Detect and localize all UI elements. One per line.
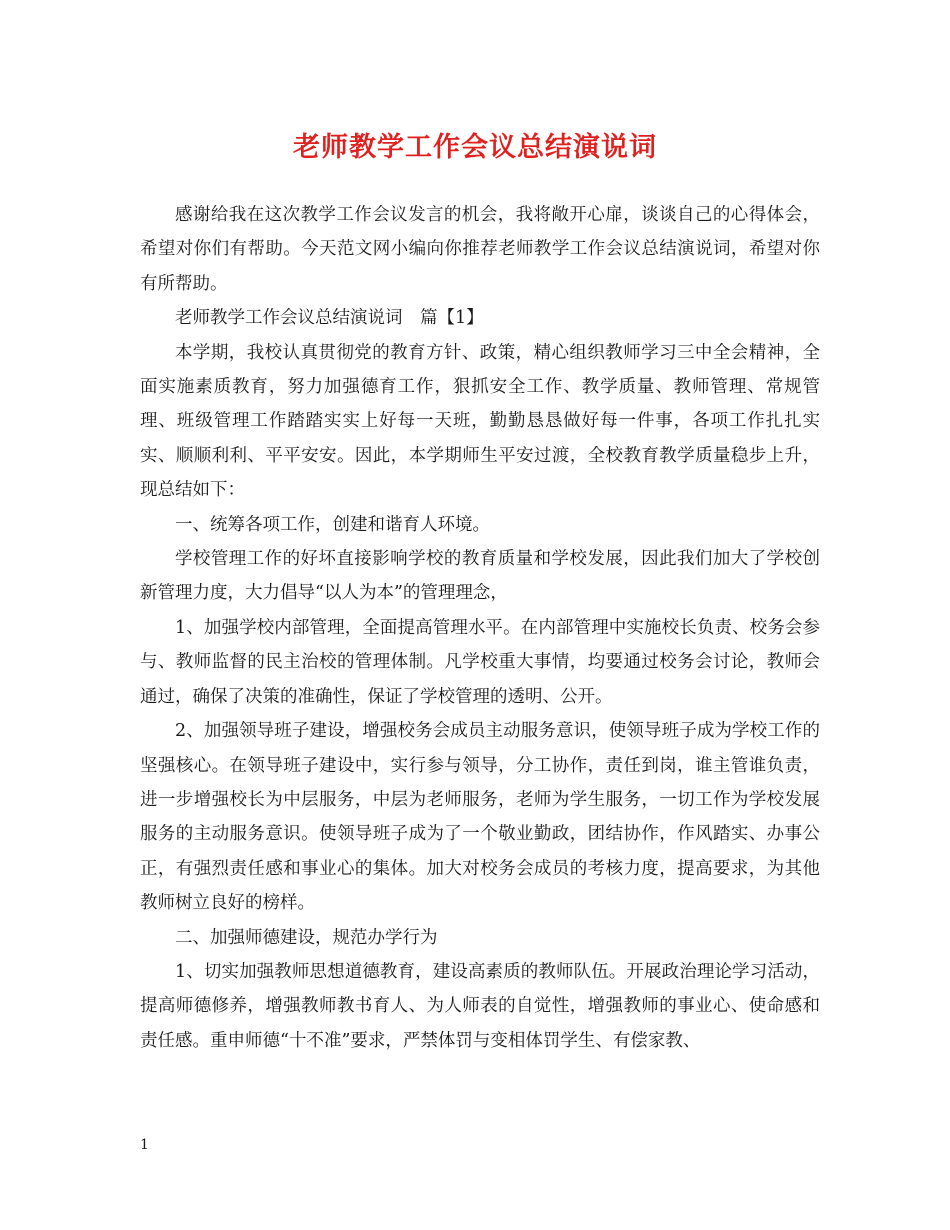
heading-section-1: 一、统筹各项工作，创建和谐育人环境。 <box>175 514 490 535</box>
paragraph-management: 学校管理工作的好坏直接影响学校的教育质量和学校发展，因此我们加大了学校创新管理力度，大力倡导“以人为本”的管理理念， <box>140 549 820 604</box>
paragraph-item-1-1: 1、加强学校内部管理，全面提高管理水平。在内部管理中实施校长负责、校务会参与、教师监督的民主治校的管理体制。凡学校重大事情，均要通过校务会讨论，教师会通过，确保了决策的准确性，保证了学校管理的透明、公开。 <box>140 617 820 707</box>
document-body <box>140 198 820 1058</box>
section-heading-part-1: 老师教学工作会议总结演说词 篇【1】 <box>175 308 484 329</box>
paragraph-intro: 感谢给我在这次教学工作会议发言的机会，我将敞开心扉，谈谈自己的心得体会，希望对你们有帮助。今天范文网小编向你推荐老师教学工作会议总结演说词，希望对你有所帮助。 <box>140 205 820 294</box>
page-number: 1 <box>140 1137 149 1153</box>
heading-section-2: 二、加强师德建设，规范办学行为 <box>175 927 438 948</box>
document-title: 老师教学工作会议总结演说词 <box>293 132 657 163</box>
paragraph-overview: 本学期，我校认真贯彻党的教育方针、政策，精心组织教师学习三中全会精神，全面实施素质教育，努力加强德育工作，狠抓安全工作、教学质量、教师管理、常规管理、班级管理工作踏踏实实上好每一天班，勤勤恳恳做好每一件事，各项工作扎扎实实、顺顺利利、平平安安。因此，本学期师生平安过渡，全校教育教学质量稳步上升，现总结如下： <box>140 342 820 501</box>
paragraph-item-1-2: 2、加强领导班子建设，增强校务会成员主动服务意识，使领导班子成为学校工作的坚强核心。在领导班子建设中，实行参与领导，分工协作，责任到岗，谁主管谁负责，进一步增强校长为中层服务，中层为老师服务，老师为学生服务，一切工作为学校发展服务的主动服务意识。使领导班子成为了一个敬业勤政，团结协作，作风踏实、办事公正，有强烈责任感和事业心的集体。加大对校务会成员的考核力度，提高要求，为其他教师树立良好的榜样。 <box>140 721 820 914</box>
paragraph-item-2-1: 1、切实加强教师思想道德教育，建设高素质的教师队伍。开展政治理论学习活动，提高师德修养，增强教师教书育人、为人师表的自觉性，增强教师的事业心、使命感和责任感。重申师德“十不准”要求，严禁体罚与变相体罚学生、有偿家教、 <box>140 961 820 1051</box>
